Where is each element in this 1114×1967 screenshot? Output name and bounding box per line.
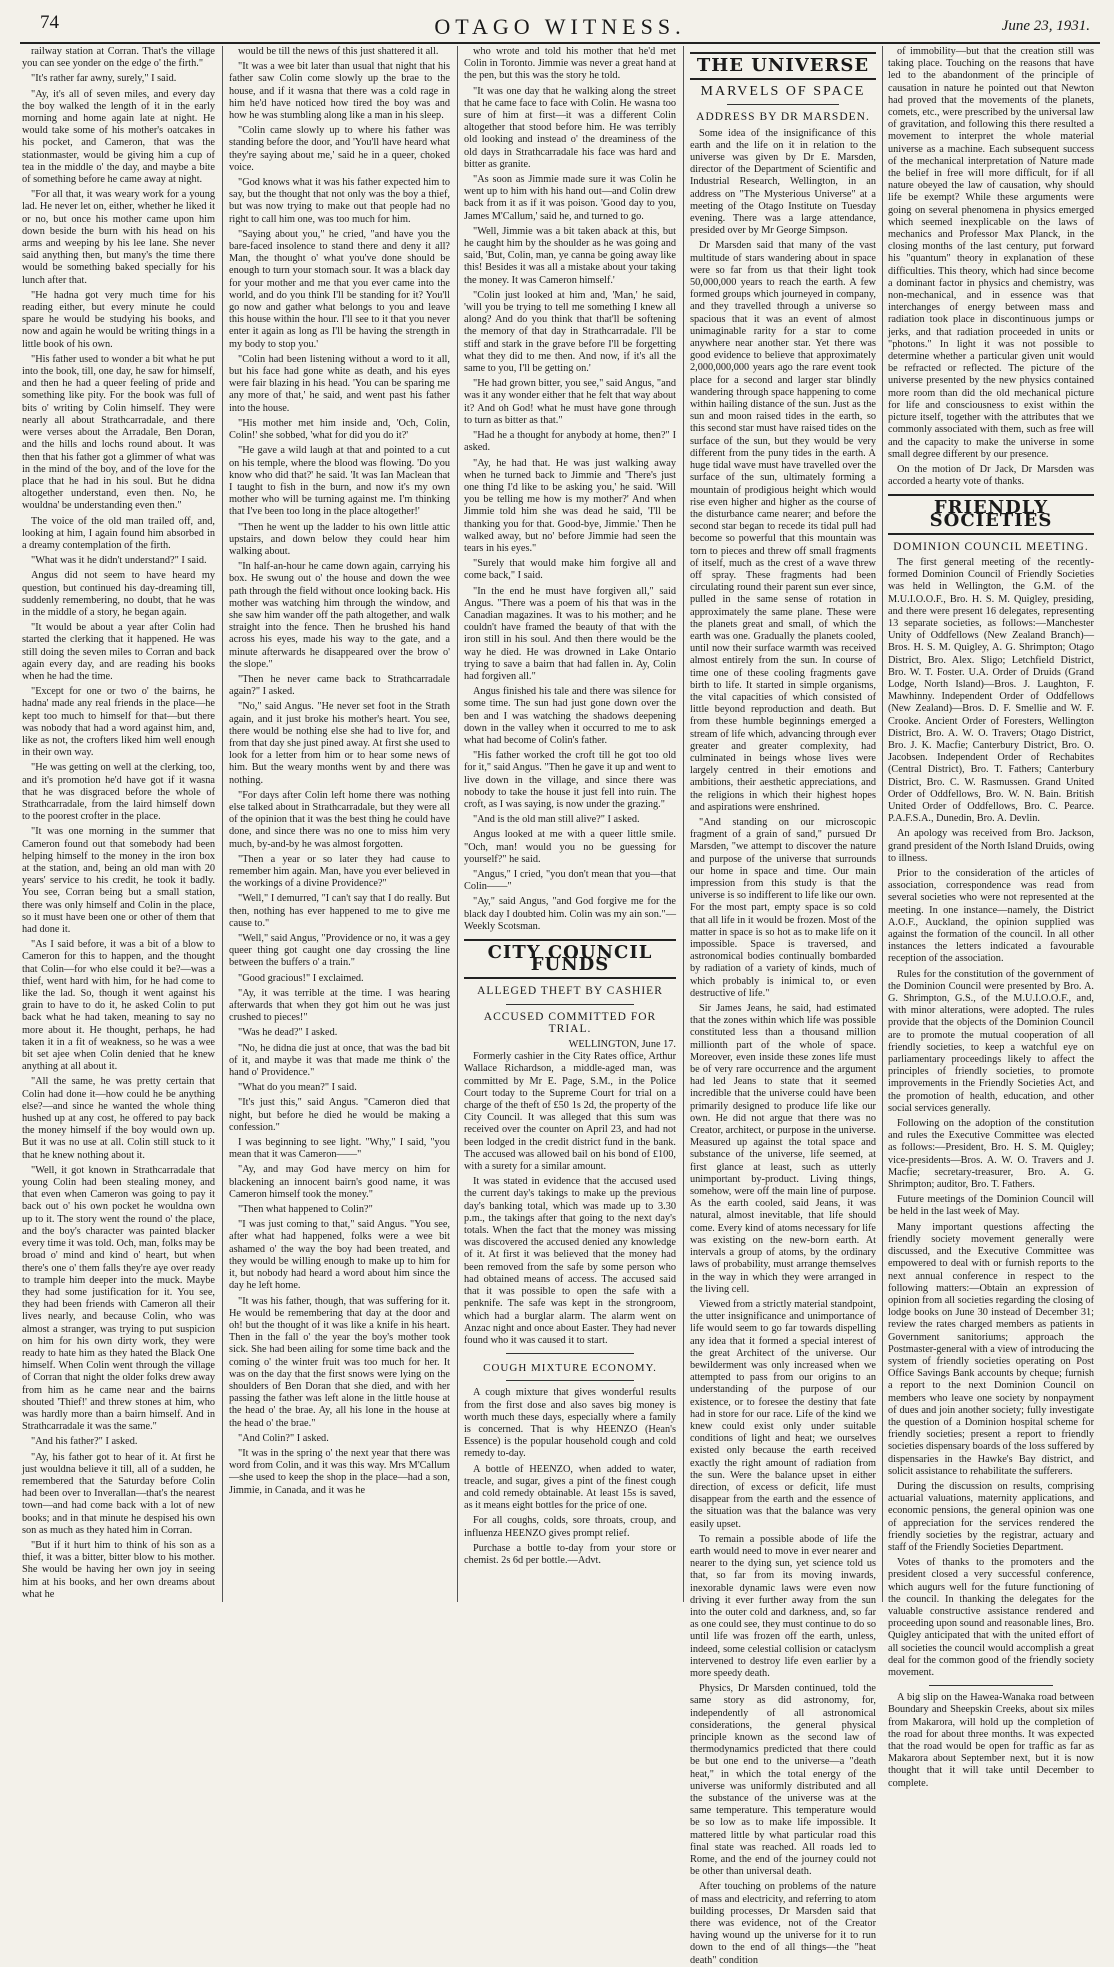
paragraph: "Well," I demurred, "I can't say that I do really. But then, nothing has ever happened to me to give me cause to." (229, 893, 450, 929)
paragraph: "It's rather far awny, surely," I said. (31, 73, 177, 85)
column-3 (464, 46, 676, 1602)
paragraph: "For all that, it was weary work for a young lad. He never let on, either, whether he liked it or no, but once his mother came upon him down beside the burn with his head on his arms and weeping by his lee lane. She never said anything then, but many's the time there would be something baked specially for his lunch after that. (22, 189, 215, 286)
column-rule (222, 46, 223, 1602)
paragraph: "No, he didna die just at once, that was the bad bit of it, and maybe it was that made me think o' the hand o' Providence." (229, 1042, 450, 1079)
divider (506, 1380, 633, 1381)
paragraph: "Then a year or so later they had cause to remember him again. Man, have you ever believed in the workings of a divine Providence?" (229, 853, 450, 890)
divider (506, 1353, 633, 1354)
paragraph: "Colin came slowly up to where his father was standing before the door, and 'You'll have heard what they're saying about me,' said he in a queer, choked voice. (229, 125, 450, 173)
paragraph: Viewed from a strictly material standpoint, the utter insignificance and unimportance of life would seem to go far towards dispelling any idea that it formed a special interest of the great Architect of the universe. Our bewilderment was only increased when we attempted to pass from our origins to an understanding of the purpose of our existence, or to foresee the destiny that fate had in store for our race. Life of the kind we knew could exist only under suitable conditions of light and heat; we ourselves existed only because the earth received exactly the right amount of radiation from the sun. Were the balance upset in either direction, of excess or deficit, life must disappear from the earth and the essence of the situation was that the balance was very easily upset. (690, 1298, 876, 1530)
paragraph: "It would be about a year after Colin had started the clerking that it happened. He was still doing the seven miles to Corran and back again every day, and are reading his books when he had the time. (22, 622, 215, 682)
paragraph: Rules for the constitution of the government of the Dominion Council were presented by Bro. A. G. Shrimpton, G.S., of the M.U.I.O.O.F., and, with minor alterations, were adopted. The rules provide that the objects of the Dominion Council are to promote the mutual cooperation of all friendly societies, to keep a watchful eye on parliamentary proceedings likely to affect the principles of friendly societies, to promote improvements in the Friendly Societies Act, and the promotion of health, education, and other social services generally. (888, 968, 1094, 1114)
column-rule (882, 46, 883, 1602)
paragraph: "He was getting on well at the clerking, too, and it's promotion he'd have got if it wasna that he was disgraced before the whole of Strathcarradale, from the laird himself down to the poorest crofter in the place. (22, 762, 215, 823)
paragraph: "All the same, he was pretty certain that Colin had done it—how could he be anything else?—and since he wanted the whole thing hushed up at any cost, he offered to pay back the money himself if the boy would own up. But it was no use at all. Colin still stuck to it that he knew nothing about it. (22, 1076, 215, 1161)
paragraph: "It was in the spring o' the next year that there was word from Colin, and it was this way. Mrs M'Callum—she used to keep the shop in the place—had a son, Jimmie, in Canada, and it was he (229, 1447, 450, 1496)
city-council-article (464, 1051, 676, 1347)
paragraph: "Good gracious!" I exclaimed. (238, 972, 364, 984)
paragraph: "Saying about you," he cried, "and have you the bare-faced insolence to stand there and deny it all? Man, the thought o' what you've done should be enough to turn your stomach sour. It was a black day for your mother and me that you ever came into the world, and do you think I'll be standing for it? You'll go now and gather what belongs to you and leave this house within the hour. I'll see to it that you never enter it again as long as I'll be having the strength in my body to stop you.' (229, 228, 450, 350)
paragraph: Angus did not seem to have heard my question, but continued his day-dreaming till, suddenly remembering, no doubt, that he was in the middle of a story, he began again. (22, 570, 215, 618)
paragraph: "I was just coming to that," said Angus. "You see, after what had happened, folks were a wee bit ashamed o' the way the boy had been treated, and they would be willing enough to make up to him for it, but nobody had heard a word about him since the day he left home. (229, 1219, 450, 1292)
paragraph: A cough mixture that gives wonderful results from the first dose and also saves big money is worth much these days, especially where a family is concerned. That is why HEENZO (Hean's Essence) is the popular household cough and cold remedy to-day. (464, 1387, 676, 1460)
advert-body (464, 1387, 676, 1567)
friendly-societies-subheading: DOMINION COUNCIL MEETING. (893, 540, 1089, 553)
divider (929, 1685, 1053, 1686)
paragraph: Sir James Jeans, he said, had estimated that the zones within which life was possible constituted less than a thousand million millionth part of the whole of space. Moreover, even inside these zones life must be of very rare occurrence and the argument had led Jeans to state that it seemed incredible that the universe could have been primarily designed to produce life like our own. He did not argue that there was no Creator, architect, or purpose in the universe. Measured up against the total space and substance of the universe, life seemed, at first glance at least, such as utterly unimportant by-product. Living things, somehow, were off the main line of purpose. As the earth cooled, said Jeans, it was natural, almost inevitable, that life should come. Every kind of atoms necessary for life was existing on the new-born earth. At intervals a group of atoms, by the ordinary laws of probability, must arrange themselves in the way in which they were arranged in the living cell. (690, 1003, 876, 1295)
paragraph: Future meetings of the Dominion Council will be held in the last week of May. (888, 1194, 1094, 1218)
paragraph: For all coughs, colds, sore throats, croup, and influenza HEENZO gives prompt relief. (464, 1515, 676, 1539)
paragraph: "And his father?" I asked. (31, 1436, 138, 1448)
paragraph: "His father used to wonder a bit what he put into the book, till, one day, he saw for himself, and then he had a queer feeling of pride and something like pity. For the book was full of bits o' writing by Colin himself. They were nearly all about Strathcarradale, and there were verses about the Arradale, Ben Doran, and the hills and lochs round about. It was then that his father got a glimmer of what was in the mind of the boy, and of the love for the place that he had in his soul. But he didna altogether understand, even then. No, he wouldna' be understanding even then." (22, 353, 215, 512)
paragraph: "His father worked the croft till he got too old for it," said Angus. "Then he gave it up and went to live down in the village, and since there was nobody to take the house it just fell into ruin. The croft, as I was saying, is now under the grazing." (464, 750, 676, 810)
paragraph: "He hadna got very much time for his reading either, but every minute he could spare he would be studying his books, and now and again he would be writing things in a little book of his own. (22, 289, 215, 350)
paragraph: "And is the old man still alive?" I asked. (473, 814, 640, 826)
paragraph: "Colin just looked at him and, 'Man,' he said, 'will you be trying to tell me something I knew all along? And do you think that that'll be softening the memory of that day in Strathcarradale. I'll be stiff and stark in the grave before I'll be forgetting what they did to me then. And now, if it's all the same to you, I'll be getting on.' (464, 289, 676, 375)
paragraph: Angus finished his tale and there was silence for some time. The sun had just gone down over the ben and I was watching the shadows deepening down in the valley when it occurred to me to ask what had become of Colin's father. (464, 686, 676, 746)
paragraph: "Had he a thought for anybody at home, then?" I asked. (464, 430, 676, 454)
paragraph: "It was his father, though, that was suffering for it. He would be remembering that day at the door and oh! but the thought of it was like a knife in his heart. Then in the fall o' the year the boy's mother took sick. She had been ailing for some time back and the coming o' the winter fruit was too much for her. It was on the day that the first snows were lying on the shoulders of Ben Doran that she died, and with her passing the father was left alone in the little house at the head o' the brae. Ay, all his lone in the house at the head o' the brae." (229, 1295, 450, 1429)
paragraph: Dr Marsden said that many of the vast multitude of stars wandering about in space were so far from us that their light took 50,000,000 years to reach the earth. A few formed groups which journeyed in company, and they travelled through a universe so spacious that it was an event of almost unimaginable rarity for a star to come anywhere near another star. Yet there was good evidence to believe that approximately 2,000,000,000 years ago the rare event took place for a second and larger star blindly wandering through space happening to come within hailing distance of the sun. Just as the sun and moon raised tides in the earth, so this second star must have raised tides on the surface of the sun, but they would be very different from the puny tides in the earth. A huge tidal wave must have travelled over the surface of the sun, ultimately forming a mountain of prodigious height which would rise even higher and higher as the course of the disturbance came nearer; and before the second star began to recede its tidal pull had become so powerful that this mountain was torn to pieces and threw off small fragments of itself, much as the crest of a wave threw off spray. These fragments had been circulating round their parent sun ever since, pulled in the same sense of rotation in approximately the same plane. These were the planets great and small, of which the earth was one. Gradually the planets cooled, until now their surface warmth was received almost entirely from the sun. In course of time one of these cooling fragments gave birth to life. It started in simple organisms, the vital capacities of which consisted of little beyond reproduction and death. But from these humble beginnings emerged a stream of life which, advancing through ever greater and greater complexity, had culminated in beings whose lives were largely centred in their emotions and ambitions, their aesthetic appreciations, and the religions in which their highest hopes and aspirations were enshrined. (690, 240, 876, 813)
paragraph: Prior to the consideration of the articles of association, correspondence was read from several societies who were not represented at the meeting. In one instance—namely, the District A.O.F., Auckland, the opinion supplied was against the formation of the council. In all other instances the letters indicated a favourable reception of the association. (888, 868, 1094, 965)
paragraph: "It was one day that he walking along the street that he came face to face with Colin. He wasna too sure of him at first—it was a different Colin altogether that stood before him. He was terribly old looking and instead o' the dreaminess of the old days in Strathcarradale his face was hard and bitter as granite. (464, 85, 676, 170)
paragraph: "Then he never came back to Strathcarradale again?" I asked. (229, 673, 450, 698)
column-rule (683, 46, 684, 1602)
city-council-dateline: WELLINGTON, June 17. (568, 1039, 676, 1051)
column-rule (457, 46, 458, 1602)
city-council-subheading: ALLEGED THEFT BY CASHIER (477, 985, 663, 998)
universe-heading: THE UNIVERSE (690, 52, 876, 80)
universe-subheading-2: ADDRESS BY DR MARSDEN. (696, 111, 870, 124)
brief-item: A big slip on the Hawea-Wanaka road between Boundary and Sheepskin Creeks, about six miles from Makarora, will hold up the completion of the road for about three months. It was expected that the road would be open for traffic as far as Makarora about September next, but it is now thought that it will take until December to complete. (888, 1692, 1094, 1789)
paragraph: "He had grown bitter, you see," said Angus, "and was it any wonder either that he felt that way about it? And oh God! what he must have gone through to turn as bitter as that." (464, 378, 676, 426)
column-1-story (22, 46, 215, 1602)
paragraph: "Well, Jimmie was a bit taken aback at this, but he caught him by the shoulder as he was going and said, 'But, Colin, man, ye canna be going away like this! Besides it was all a mistake about your taking the money. It was Cameron himself.' (464, 225, 676, 286)
friendly-societies-article (888, 557, 1094, 1679)
paragraph: "Well, it got known in Strathcarradale that young Colin had been stealing money, and that even when Cameron was going to pay it back out o' his own pocket he wouldna own up to it. The story went the round o' the place, and the boy's character was painted blacker every time it was told. Och, man, folks may be broad o' mind and kind o' heart, but when there's one o' them falls they're aye over ready to trample him deeper into the muck. Maybe they had some justification for it. You see, they had been friends with Cameron all their lives nearly, and because Colin, who was almost a stranger, was trying to put suspicion on him for his own dirty work, they were ready to hate him as they hated the Black One himself. When Colin went through the village of Corran that night the older folks drew away from him as he came near and the bairns shouted 'Thief!' and threw stones at him, who was hardly more than a bairn himself. And in Strathcarradale it was the same." (22, 1164, 215, 1433)
story-conclusion (464, 46, 676, 933)
paragraph: railway station at Corran. That's the village you can see yonder on the edge o' the firth." (22, 46, 215, 70)
paragraph: "What do you mean?" I said. (238, 1082, 357, 1094)
paragraph: Physics, Dr Marsden continued, told the same story as did astronomy, for, independently of all astronomical considerations, the general physical principle known as the second law of thermodynamics predicted that there could be but one end to the universe—a "death heat," in which the total energy of the universe was uniformly distributed and all the substance of the universe was at the same temperature. This temperature would be so low as to make life impossible. It mattered little by what particular road this final state was reached. All roads led to Rome, and the end of the journey could not be other than universal death. (690, 1683, 876, 1878)
paragraph: "In the end he must have forgiven all," said Angus. "There was a poem of his that was in the Canadian magazines. It was to his mother; and he couldn't have framed the beauty of that with the iron still in his soul. And then there would be the way he died. He was drowned in Lake Ontario trying to save a bairn that had fallen in. Ay, Colin had forgiven all." (464, 585, 676, 682)
paragraph: "Colin had been listening without a word to it all, but his face had gone white as death, and his eyes were fair blazing in his head. 'You can be sparing me any more of that,' he said, and went past his father into the house. (229, 353, 450, 414)
paragraph: Votes of thanks to the promoters and the president closed a very successful conference, which augurs well for the future functioning of the council. In thanking the delegates for the valuable constructive assistance rendered and proceeding upon sound and reasonable lines, Bro. Quigley anticipated that with the united effort of all societies the council would accomplish a great deal for the common good of the friendly society movement. (888, 1557, 1094, 1678)
page-number: 74 (40, 12, 59, 33)
paragraph: "Surely that would make him forgive all and come back," I said. (464, 558, 676, 582)
paragraph: who wrote and told his mother that he'd met Colin in Toronto. Jimmie was never a great hand at the pen, but this was the story he told. (464, 46, 676, 82)
paragraph: "It's just this," said Angus. "Cameron died that night, but before he died he would be making a confession." (229, 1097, 450, 1133)
paragraph: "And Colin?" I asked. (238, 1432, 329, 1444)
paragraph: "Ay, it was terrible at the time. I was hearing afterwards that when they got him out he was just crushed to pieces!" (229, 987, 450, 1024)
paragraph: Many important questions affecting the friendly society movement generally were discussed, and the Executive Committee was empowered to deal with or furnish reports to the next annual conference in respect to the following matters:—Obtain an expression of opinion from all societies regarding the closing of lodge books on June 30 instead of December 31; review the rates charged members as patients in Government sanitoriums; approach the Postmaster-general with a view of introducing the system of friendly societies operating on Post Office Savings Bank accounts by cheque; furnish a report to the next Dominion Council on members who leave one society by nonpayment of dues and join another society; fully investigate the question of a Dominion hospital scheme for friendly societies; present a report to friendly societies dispensary boards of the loss suffered by dispensaries in the Hawke's Bay district, and solicit assistance to rehabilitate the sufferers. (888, 1221, 1094, 1477)
paragraph: of immobility—but that the creation still was taking place. Touching on the reasons that have led to the abandonment of the principle of causation in nature he pointed out that Newton had proved that the movements of the planets, comets, etc., were prescribed by the universal law of gravitation, and following this there resulted a movement to interpret the whole material universe as a machine. Each subsequent success of the mechanical interpretation of Nature made the belief in free will more difficult, for if all nature obeyed the law of causation, why should life be exempt? While these arguments were going on several phenomena in physics emerged which seemed inexplicable on the laws of mechanics and Professor Max Planck, in the closing months of the last century, put forward his "quantum" theory in explanation of these difficulties. This theory, which had since become a dominant factor in physics and chemistry, was non-mechanical, and in essence was that interchanges of energy between mass and radiation took place in discontinuous jumps or jerks, and that radiation proceeded in units or "photons." In light it was not possible to determine whether a particular given unit would be refracted or reflected. The picture of the universe presented by the new physics contained more room than did the old mechanical picture for life and consciousness to exist within the picture itself, together with the attributes that we commonly associated with them, such as free will and the capacity to make the universe in some small degree different by our presence. (888, 46, 1094, 460)
paragraph: "And standing on our microscopic fragment of a grain of sand," pursued Dr Marsden, "we attempt to discover the nature and purpose of the universe that surrounds our home in space and time. Our main impression from this study is that the universe is so indifferent to life like our own. For the most part, empty space is so cold that all life in it would be frozen. Most of the matter in space is so hot as to make life on it impossible. Space is traversed, and astronomical bodies continually bombarded by radiation of a variety of kinds, much of which probably is inimical to, or even destructive of life." (690, 816, 876, 999)
universe-subheading: MARVELS OF SPACE (700, 84, 866, 100)
issue-date: June 23, 1931. (1001, 18, 1090, 34)
paragraph: Following on the adoption of the constitution and rules the Executive Committee was elected as follows:—President, Bro. H. S. M. Quigley; vice-presidents—Bros. A. W. O. Travers and J. Macfie; secretary-treasurer, Bro. A. G. Shrimpton; auditor, Bro. T. Fathers. (888, 1118, 1094, 1191)
paragraph: During the discussion on results, comprising actuarial valuations, maternity applications, and economic pensions, the general opinion was one of appreciation for the services rendered the friendly societies by the registrar, actuary and staff of the Friendly Societies Department. (888, 1480, 1094, 1553)
paragraph: Angus looked at me with a queer little smile. "Och, man! would you no be guessing for yourself?" he said. (464, 829, 676, 865)
paragraph: A bottle of HEENZO, when added to water, treacle, and sugar, gives a pint of the finest cough and cold remedy obtainable. At least 15s is saved, as it means eight bottles for the price of one. (464, 1463, 676, 1512)
paragraph: "As I said before, it was a bit of a blow to Cameron for this to happen, and the thought that Colin—for who else could it be?—was a thief, went hard with him, for he had come to like the lad. So, though it went against his grain to have to do it, he asked Colin to put back what he had taken, meaning to say no more about it. He thought, perhaps, he had taken it in a fit of weakness, so he was a wee bit set ajee when Colin denied that he knew anything at all about it. (22, 939, 215, 1073)
paragraph: "No," said Angus. "He never set foot in the Strath again, and it just broke his mother's heart. You see, there would be nothing else she had to live for, and from that day she just pined away. At first she used to look for a letter from him or to hear some news of him. But the weary months went by and there was nothing. (229, 701, 450, 786)
paragraph: "His mother met him inside and, 'Och, Colin, Colin!' she sobbed, 'what for did you do it?' (229, 417, 450, 442)
paragraph: It was stated in evidence that the accused used the current day's takings to make up the previous day's banking total, which was made up to 3.30 p.m., the takings after that going to the next day's totals. When the fact that the money was missing was discovered the accused denied any knowledge of it. At first it was believed that the money had been removed from the safe by some person who had obtained means of access. The accused said that it was possible to open the safe with a penknife. The safe was kept in the strongroom, which had a burglar alarm. The alarm went on Anzac night and once about Easter. They had never found who it was caused it to start. (464, 1176, 676, 1346)
paragraph: "It was a wee bit later than usual that night that his father saw Colin come slowly up the brae to the house, and if it wasna that there was a cold rage in him he'd have noticed how tired the boy was and how he was stumbling along like a man in his sleep. (229, 61, 450, 122)
paragraph: "But if it hurt him to think of his son as a thief, it was a bitter, bitter blow to his mother. She would be having her own joy in seeing him at his books, and her own dreams about what he (22, 1539, 215, 1600)
paragraph: "God knows what it was his father expected him to say, but the thought that not only was the boy a thief, but was now trying to make out that people had no right to call him one, was too much for him. (229, 177, 450, 225)
paragraph: "Then he went up the ladder to his own little attic upstairs, and down below they could hear him walking about. (229, 521, 450, 557)
paragraph: "Well," said Angus, "Providence or no, it was a gey queer thing got caught one day crossing the line between the buffers o' a train." (229, 933, 450, 969)
universe-article (690, 128, 876, 1967)
advert-heading: COUGH MIXTURE ECONOMY. (483, 1362, 657, 1375)
paragraph: The first general meeting of the recently-formed Dominion Council of Friendly Societies was held in Wellington, the G.M. of the M.U.I.O.O.F., Bro. H. S. M. Quigley, presiding, and there were present 16 delegates, representing 13 separate societies, as follows:—Manchester Unity of Oddfellows (New Zealand Branch)—Bros. H. S. M. Quigley, A. G. Shrimpton; Otago District, Bro. Alex. Sligo; Letchfield District, Bro. W. T. Foster. U.A. Order of Druids (Grand Lodge, North Island)—Bros. J. Laughton, F. Mawhinny. Independent Order of Oddfellows (New Zealand)—Bros. D. F. Smellie and W. F. Crooke. Ancient Order of Foresters, Wellington District, Bro. A. W. O. Travers; Otago District, Bro. J. K. Macfie; Canterbury District, Bro. O. Jacobsen. Independent Order of Rechabites (Central District), Bro. T. Fathers; Canterbury District, Bro. C. W. Rasmussen. Grand United Order of Oddfellows, Bro. W. N. Bain. British United Order of Oddfellows, Bro. C. Pearce. P.A.F.S.A., Dunedin, Bro. A. Devlin. (888, 556, 1094, 825)
paragraph: Formerly cashier in the City Rates office, Arthur Wallace Richardson, a middle-aged man, was committed by Mr E. Page, S.M., in the Police Court today to the Supreme Court for trial on a charge of the theft of £50 1s 2d, the property of the City Council. It was alleged that this sum was received over the counter on April 23, and had not been lodged in the credit district fund in the bank. The accused was allowed bail on his bond of £100, with a surety for a similar amount. (464, 1051, 676, 1173)
page-header (20, 8, 1100, 44)
paragraph: "As soon as Jimmie made sure it was Colin he went up to him with his hand out—and Colin drew back from it as if it was poison. 'Good day to you, James M'Callum,' said he, and turned to go. (464, 174, 676, 222)
friendly-societies-heading: FRIENDLY SOCIETIES (888, 494, 1094, 534)
column-5 (888, 46, 1094, 1789)
column-2-story (229, 46, 450, 1602)
paragraph: Purchase a bottle to-day from your store or chemist. 2s 6d per bottle.—Advt. (464, 1542, 676, 1566)
divider (727, 104, 839, 105)
paragraph: "In half-an-hour he came down again, carrying his box. He swung out o' the house and down the wee path through the field without once looking back. His mother was watching him through the window, and she saw him wander off the path altogether, and walk straight into the fence. Then he brushed his hand across his eyes, made his way to the gate, and a minute afterwards he disappeared over the brow o' the slope." (229, 561, 450, 670)
city-council-heading: CITY COUNCIL FUNDS (464, 939, 676, 979)
masthead: OTAGO WITNESS. (434, 14, 686, 39)
paragraph: "Ay, he had that. He was just walking away when he turned back to Jimmie and 'There's just one thing I'd like to be asking you,' he said. 'Will you be telling me how is my mother?' And when Jimmie told him she was dead he said, 'I'll be thanking you for that. Good-bye, Jimmie.' Then he walked away, but no' before Jimmie had seen the tears in his eyes." (464, 457, 676, 554)
paragraph: "Was he dead?" I asked. (238, 1027, 338, 1039)
city-council-subheading-2: ACCUSED COMMITTED FOR TRIAL. (483, 1010, 657, 1035)
divider (506, 1004, 633, 1005)
paragraph: On the motion of Dr Jack, Dr Marsden was accorded a hearty vote of thanks. (888, 463, 1094, 488)
column-4 (690, 46, 876, 1966)
paragraph: "He gave a wild laugh at that and pointed to a cut on his temple, where the blood was flowing. 'Do you know who did that?' he said. 'It was Ian Maclean that I taught to fish in the burn, and now it's my own mother who will be turning against me. I'm thinking that I've been too long in the place altogether!' (229, 445, 450, 518)
paragraph: "Then what happened to Colin?" (238, 1204, 373, 1216)
paragraph: "Ay, and may God have mercy on him for blackening an innocent bairn's good name, it was Cameron himself took the money." (229, 1164, 450, 1200)
paragraph: "Ay, his father got to hear of it. At first he just wouldna believe it till, all of a sudden, he remembered that the Saturday before Colin had been over to Inverallan—that's the nearest town—and had come back with a lot of new books; and in that minute he despised his own son as much as they hated him in Corran. (22, 1451, 215, 1536)
paragraph: To remain a possible abode of life the earth would need to move in ever nearer and nearer to the dying sun, yet science told us that, so far from its moving inwards, inexorable dynamic laws were even now driving it ever further away from the sun into the outer cold and darkness, and, so far as one could see, they must continue to do so until life was frozen off the earth, unless, indeed, some celestial collision or cataclysm intervened to destroy life even earlier by a more speedy death. (690, 1533, 876, 1679)
paragraph: "What was it he didn't understand?" I said. (31, 555, 207, 567)
paragraph: An apology was received from Bro. Jackson, grand president of the North Island Druids, owing to illness. (888, 828, 1094, 864)
paragraph: The voice of the old man trailed off, and, looking at him, I again found him absorbed in a dreamy contemplation of the firth. (22, 515, 215, 551)
paragraph: "Except for one or two o' the bairns, he hadna' made any real friends in the place—he kept too much to himself for that—but there was nobody that had a word against him, and, like as not, the crofters liked him well enough in their own way. (22, 686, 215, 759)
paragraph: I was beginning to see light. "Why," I said, "you mean that it was Cameron——" (229, 1137, 450, 1161)
paragraph: Some idea of the insignificance of this earth and the life on it in relation to the universe was given by Dr E. Marsden, director of the Department of Scientific and Industrial Research, Wellington, in an address on "The Mysterious Universe" at a meeting of the Otago Institute on Tuesday evening. There was a large attendance, presided over by Mr George Simpson. (690, 127, 876, 237)
paragraph: would be till the news of this just shattered it all. (238, 46, 439, 57)
paragraph: "Angus," I cried, "you don't mean that you—that Colin——" (464, 869, 676, 893)
paragraph: "For days after Colin left home there was nothing else talked about in Strathcarradale, but they were all of the opinion that it was the best thing he could have done, and since there was no one to miss him very much, by-and-by he was almost forgotten. (229, 789, 450, 850)
universe-continuation (888, 46, 1094, 488)
paragraph: "It was one morning in the summer that Cameron found out that somebody had been helping himself to the money in the iron box at the station, and, being an old man with 20 years' service to his credit, he took it badly. You see, Corran being but a small station, there was only himself and Colin in the place, so it must have been one or other of them that had done it. (22, 826, 215, 936)
paragraph: After touching on problems of the nature of mass and electricity, and referring to atom building processes, Dr Marsden said that there was evidence, not of the Creator having wound up the universe for it to run down to the end of all things—the "heat death" condition (690, 1881, 876, 1966)
paragraph: "Ay, it's all of seven miles, and every day the boy walked the length of it in the early morning and home again late at night. He would take some of his mother's oatcakes in his pocket, and Cameron, that was the stationmaster, would be giving him a cup of tea in the middle o' the day, and maybe a bite of something before he came away at night. (22, 88, 215, 186)
paragraph: "Ay," said Angus, "and God forgive me for the black day I doubted him. Colin was my ain son."—Weekly Scotsman. (464, 896, 676, 932)
